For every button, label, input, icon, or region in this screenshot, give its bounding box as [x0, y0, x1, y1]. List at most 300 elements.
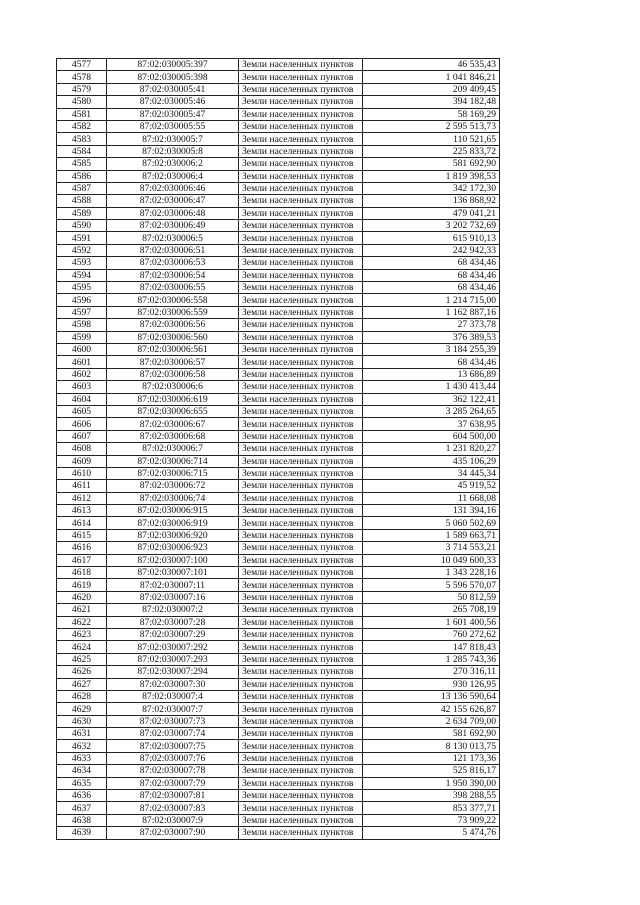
- row-number-cell: 4599: [57, 331, 107, 343]
- cadastral-value-cell: 270 316,11: [363, 666, 500, 678]
- land-category-cell: Земли населенных пунктов: [239, 319, 363, 331]
- cadastral-number-cell: 87:02:030006:47: [107, 195, 239, 207]
- cadastral-value-cell: 3 184 255,39: [363, 343, 500, 355]
- table-row: [57, 331, 500, 343]
- cadastral-value-cell: 1 231 820,27: [363, 443, 500, 455]
- land-category-cell: Земли населенных пунктов: [239, 430, 363, 442]
- row-number-cell: 4603: [57, 381, 107, 393]
- cadastral-number-cell: 87:02:030006:51: [107, 244, 239, 256]
- cadastral-value-cell: 1 430 413,44: [363, 381, 500, 393]
- cadastral-number-cell: 87:02:030006:558: [107, 294, 239, 306]
- cadastral-number-cell: 87:02:030007:30: [107, 678, 239, 690]
- row-number-cell: 4595: [57, 282, 107, 294]
- land-category-cell: Земли населенных пунктов: [239, 331, 363, 343]
- cadastral-number-cell: 87:02:030006:915: [107, 505, 239, 517]
- cadastral-value-cell: 11 668,08: [363, 492, 500, 504]
- row-number-cell: 4620: [57, 591, 107, 603]
- cadastral-value-cell: 37 638,95: [363, 418, 500, 430]
- land-category-cell: Земли населенных пунктов: [239, 591, 363, 603]
- cadastral-value-cell: 342 172,30: [363, 182, 500, 194]
- cadastral-value-cell: 10 049 600,33: [363, 554, 500, 566]
- row-number-cell: 4588: [57, 195, 107, 207]
- table-row: [57, 505, 500, 517]
- table-row: [57, 343, 500, 355]
- table-row: [57, 455, 500, 467]
- row-number-cell: 4618: [57, 567, 107, 579]
- cadastral-number-cell: 87:02:030007:11: [107, 579, 239, 591]
- land-category-cell: Земли населенных пунктов: [239, 480, 363, 492]
- row-number-cell: 4624: [57, 641, 107, 653]
- cadastral-number-cell: 87:02:030006:6: [107, 381, 239, 393]
- table-row: [57, 517, 500, 529]
- land-category-cell: Земли населенных пунктов: [239, 59, 363, 71]
- cadastral-value-cell: 2 595 513,73: [363, 120, 500, 132]
- table-row: [57, 529, 500, 541]
- table-row: [57, 269, 500, 281]
- table-row: [57, 728, 500, 740]
- table-row: [57, 319, 500, 331]
- land-category-cell: Земли населенных пунктов: [239, 567, 363, 579]
- table-row: [57, 207, 500, 219]
- cadastral-value-cell: 525 816,17: [363, 765, 500, 777]
- row-number-cell: 4580: [57, 96, 107, 108]
- cadastral-value-cell: 1 041 846,21: [363, 71, 500, 83]
- cadastral-number-cell: 87:02:030006:49: [107, 220, 239, 232]
- land-category-cell: Земли населенных пунктов: [239, 96, 363, 108]
- land-category-cell: Земли населенных пунктов: [239, 802, 363, 814]
- land-category-cell: Земли населенных пунктов: [239, 628, 363, 640]
- row-number-cell: 4587: [57, 182, 107, 194]
- row-number-cell: 4593: [57, 257, 107, 269]
- cadastral-value-cell: 398 288,55: [363, 790, 500, 802]
- row-number-cell: 4612: [57, 492, 107, 504]
- table-row: [57, 443, 500, 455]
- row-number-cell: 4628: [57, 690, 107, 702]
- table-row: [57, 232, 500, 244]
- land-category-cell: Земли населенных пунктов: [239, 232, 363, 244]
- land-category-cell: Земли населенных пунктов: [239, 182, 363, 194]
- cadastral-number-cell: 87:02:030006:54: [107, 269, 239, 281]
- cadastral-value-cell: 68 434,46: [363, 356, 500, 368]
- cadastral-number-cell: 87:02:030006:67: [107, 418, 239, 430]
- row-number-cell: 4609: [57, 455, 107, 467]
- row-number-cell: 4608: [57, 443, 107, 455]
- cadastral-number-cell: 87:02:030006:56: [107, 319, 239, 331]
- cadastral-number-cell: 87:02:030006:74: [107, 492, 239, 504]
- table-row: [57, 616, 500, 628]
- row-number-cell: 4613: [57, 505, 107, 517]
- row-number-cell: 4632: [57, 740, 107, 752]
- table-row: [57, 765, 500, 777]
- land-category-cell: Земли населенных пунктов: [239, 133, 363, 145]
- cadastral-number-cell: 87:02:030006:5: [107, 232, 239, 244]
- table-row: [57, 381, 500, 393]
- land-category-cell: Земли населенных пунктов: [239, 356, 363, 368]
- land-category-cell: Земли населенных пунктов: [239, 616, 363, 628]
- cadastral-value-cell: 50 812,59: [363, 591, 500, 603]
- land-category-cell: Земли населенных пунктов: [239, 790, 363, 802]
- row-number-cell: 4631: [57, 728, 107, 740]
- land-category-cell: Земли населенных пунктов: [239, 542, 363, 554]
- table-row: [57, 628, 500, 640]
- cadastral-number-cell: 87:02:030006:919: [107, 517, 239, 529]
- cadastral-value-cell: 5 060 502,69: [363, 517, 500, 529]
- land-category-cell: Земли населенных пунктов: [239, 715, 363, 727]
- table-row: [57, 356, 500, 368]
- cadastral-value-cell: 3 714 553,21: [363, 542, 500, 554]
- cadastral-number-cell: 87:02:030007:16: [107, 591, 239, 603]
- land-category-cell: Земли населенных пунктов: [239, 467, 363, 479]
- cadastral-value-cell: 147 818,43: [363, 641, 500, 653]
- cadastral-value-cell: 394 182,48: [363, 96, 500, 108]
- table-row: [57, 59, 500, 71]
- row-number-cell: 4623: [57, 628, 107, 640]
- cadastral-value-cell: 58 169,29: [363, 108, 500, 120]
- cadastral-value-table: [56, 58, 500, 840]
- land-category-cell: Земли населенных пунктов: [239, 269, 363, 281]
- land-category-cell: Земли населенных пунктов: [239, 604, 363, 616]
- cadastral-number-cell: 87:02:030005:46: [107, 96, 239, 108]
- table-row: [57, 740, 500, 752]
- cadastral-value-cell: 1 601 400,56: [363, 616, 500, 628]
- land-category-cell: Земли населенных пунктов: [239, 752, 363, 764]
- table-row: [57, 195, 500, 207]
- table-row: [57, 294, 500, 306]
- table-row: [57, 715, 500, 727]
- cadastral-value-cell: 110 521,65: [363, 133, 500, 145]
- cadastral-value-cell: 3 202 732,69: [363, 220, 500, 232]
- cadastral-value-cell: 435 106,29: [363, 455, 500, 467]
- row-number-cell: 4614: [57, 517, 107, 529]
- land-category-cell: Земли населенных пунктов: [239, 83, 363, 95]
- land-category-cell: Земли населенных пунктов: [239, 170, 363, 182]
- row-number-cell: 4602: [57, 368, 107, 380]
- cadastral-number-cell: 87:02:030006:619: [107, 393, 239, 405]
- table-row: [57, 567, 500, 579]
- table-row: [57, 827, 500, 839]
- table-row: [57, 71, 500, 83]
- cadastral-number-cell: 87:02:030007:4: [107, 690, 239, 702]
- table-row: [57, 790, 500, 802]
- land-category-cell: Земли населенных пунктов: [239, 517, 363, 529]
- cadastral-value-cell: 1 343 228,16: [363, 567, 500, 579]
- table-row: [57, 542, 500, 554]
- row-number-cell: 4596: [57, 294, 107, 306]
- cadastral-value-cell: 1 214 715,00: [363, 294, 500, 306]
- row-number-cell: 4616: [57, 542, 107, 554]
- land-category-cell: Земли населенных пунктов: [239, 294, 363, 306]
- land-category-cell: Земли населенных пунктов: [239, 207, 363, 219]
- row-number-cell: 4583: [57, 133, 107, 145]
- cadastral-value-cell: 68 434,46: [363, 282, 500, 294]
- row-number-cell: 4594: [57, 269, 107, 281]
- row-number-cell: 4636: [57, 790, 107, 802]
- table-body: [57, 59, 500, 840]
- row-number-cell: 4606: [57, 418, 107, 430]
- cadastral-value-cell: 581 692,90: [363, 728, 500, 740]
- land-category-cell: Земли населенных пунктов: [239, 653, 363, 665]
- table-row: [57, 653, 500, 665]
- cadastral-value-cell: 68 434,46: [363, 269, 500, 281]
- cadastral-value-cell: 930 126,95: [363, 678, 500, 690]
- land-category-cell: Земли населенных пунктов: [239, 443, 363, 455]
- cadastral-value-cell: 1 819 398,53: [363, 170, 500, 182]
- cadastral-value-cell: 362 122,41: [363, 393, 500, 405]
- land-category-cell: Земли населенных пунктов: [239, 282, 363, 294]
- cadastral-number-cell: 87:02:030007:79: [107, 777, 239, 789]
- row-number-cell: 4622: [57, 616, 107, 628]
- table-row: [57, 678, 500, 690]
- land-category-cell: Земли населенных пунктов: [239, 368, 363, 380]
- cadastral-number-cell: 87:02:030005:47: [107, 108, 239, 120]
- row-number-cell: 4577: [57, 59, 107, 71]
- table-row: [57, 418, 500, 430]
- table-row: [57, 108, 500, 120]
- land-category-cell: Земли населенных пунктов: [239, 405, 363, 417]
- cadastral-value-cell: 121 173,36: [363, 752, 500, 764]
- cadastral-number-cell: 87:02:030006:655: [107, 405, 239, 417]
- table-row: [57, 257, 500, 269]
- cadastral-number-cell: 87:02:030006:561: [107, 343, 239, 355]
- cadastral-number-cell: 87:02:030007:74: [107, 728, 239, 740]
- cadastral-number-cell: 87:02:030007:292: [107, 641, 239, 653]
- cadastral-value-cell: 13 136 590,64: [363, 690, 500, 702]
- table-row: [57, 480, 500, 492]
- row-number-cell: 4591: [57, 232, 107, 244]
- cadastral-number-cell: 87:02:030005:397: [107, 59, 239, 71]
- row-number-cell: 4639: [57, 827, 107, 839]
- cadastral-value-cell: 13 686,89: [363, 368, 500, 380]
- table-row: [57, 220, 500, 232]
- table-row: [57, 703, 500, 715]
- cadastral-number-cell: 87:02:030006:72: [107, 480, 239, 492]
- cadastral-number-cell: 87:02:030005:7: [107, 133, 239, 145]
- cadastral-number-cell: 87:02:030007:81: [107, 790, 239, 802]
- row-number-cell: 4626: [57, 666, 107, 678]
- cadastral-value-cell: 760 272,62: [363, 628, 500, 640]
- row-number-cell: 4634: [57, 765, 107, 777]
- land-category-cell: Земли населенных пунктов: [239, 418, 363, 430]
- cadastral-number-cell: 87:02:030006:923: [107, 542, 239, 554]
- cadastral-value-cell: 1 950 390,00: [363, 777, 500, 789]
- cadastral-number-cell: 87:02:030007:28: [107, 616, 239, 628]
- cadastral-number-cell: 87:02:030005:398: [107, 71, 239, 83]
- cadastral-value-cell: 34 445,34: [363, 467, 500, 479]
- land-category-cell: Земли населенных пунктов: [239, 381, 363, 393]
- cadastral-number-cell: 87:02:030007:100: [107, 554, 239, 566]
- table-row: [57, 492, 500, 504]
- land-category-cell: Земли населенных пунктов: [239, 393, 363, 405]
- cadastral-value-cell: 615 910,13: [363, 232, 500, 244]
- cadastral-number-cell: 87:02:030007:73: [107, 715, 239, 727]
- table-row: [57, 814, 500, 826]
- row-number-cell: 4601: [57, 356, 107, 368]
- land-category-cell: Земли населенных пунктов: [239, 814, 363, 826]
- cadastral-number-cell: 87:02:030005:55: [107, 120, 239, 132]
- land-category-cell: Земли населенных пунктов: [239, 120, 363, 132]
- cadastral-value-cell: 376 389,53: [363, 331, 500, 343]
- row-number-cell: 4597: [57, 306, 107, 318]
- row-number-cell: 4586: [57, 170, 107, 182]
- cadastral-number-cell: 87:02:030007:90: [107, 827, 239, 839]
- land-category-cell: Земли населенных пунктов: [239, 244, 363, 256]
- land-category-cell: Земли населенных пунктов: [239, 257, 363, 269]
- cadastral-number-cell: 87:02:030007:294: [107, 666, 239, 678]
- cadastral-value-cell: 853 377,71: [363, 802, 500, 814]
- table-row: [57, 133, 500, 145]
- row-number-cell: 4589: [57, 207, 107, 219]
- land-category-cell: Земли населенных пунктов: [239, 529, 363, 541]
- row-number-cell: 4629: [57, 703, 107, 715]
- table-row: [57, 244, 500, 256]
- table-row: [57, 802, 500, 814]
- table-row: [57, 604, 500, 616]
- cadastral-value-cell: 27 373,78: [363, 319, 500, 331]
- land-category-cell: Земли населенных пунктов: [239, 455, 363, 467]
- cadastral-number-cell: 87:02:030006:46: [107, 182, 239, 194]
- table-row: [57, 405, 500, 417]
- cadastral-number-cell: 87:02:030007:76: [107, 752, 239, 764]
- cadastral-value-cell: 242 942,33: [363, 244, 500, 256]
- land-category-cell: Земли населенных пунктов: [239, 765, 363, 777]
- land-category-cell: Земли населенных пунктов: [239, 108, 363, 120]
- cadastral-value-cell: 45 919,52: [363, 480, 500, 492]
- cadastral-number-cell: 87:02:030006:920: [107, 529, 239, 541]
- cadastral-number-cell: 87:02:030006:68: [107, 430, 239, 442]
- row-number-cell: 4627: [57, 678, 107, 690]
- cadastral-value-cell: 581 692,90: [363, 158, 500, 170]
- row-number-cell: 4598: [57, 319, 107, 331]
- cadastral-number-cell: 87:02:030007:2: [107, 604, 239, 616]
- table-row: [57, 182, 500, 194]
- cadastral-value-cell: 1 162 887,16: [363, 306, 500, 318]
- table-row: [57, 120, 500, 132]
- cadastral-number-cell: 87:02:030007:293: [107, 653, 239, 665]
- land-category-cell: Земли населенных пунктов: [239, 220, 363, 232]
- table-row: [57, 690, 500, 702]
- row-number-cell: 4617: [57, 554, 107, 566]
- cadastral-number-cell: 87:02:030007:7: [107, 703, 239, 715]
- cadastral-number-cell: 87:02:030006:53: [107, 257, 239, 269]
- land-category-cell: Земли населенных пунктов: [239, 579, 363, 591]
- cadastral-value-cell: 5 474,76: [363, 827, 500, 839]
- table-row: [57, 666, 500, 678]
- cadastral-value-cell: 42 155 626,87: [363, 703, 500, 715]
- cadastral-value-cell: 209 409,45: [363, 83, 500, 95]
- cadastral-number-cell: 87:02:030006:55: [107, 282, 239, 294]
- row-number-cell: 4625: [57, 653, 107, 665]
- cadastral-number-cell: 87:02:030007:78: [107, 765, 239, 777]
- table-row: [57, 83, 500, 95]
- land-category-cell: Земли населенных пунктов: [239, 777, 363, 789]
- row-number-cell: 4581: [57, 108, 107, 120]
- cadastral-number-cell: 87:02:030007:29: [107, 628, 239, 640]
- land-category-cell: Земли населенных пунктов: [239, 827, 363, 839]
- land-category-cell: Земли населенных пунктов: [239, 195, 363, 207]
- cadastral-value-cell: 479 041,21: [363, 207, 500, 219]
- row-number-cell: 4600: [57, 343, 107, 355]
- cadastral-number-cell: 87:02:030007:101: [107, 567, 239, 579]
- row-number-cell: 4592: [57, 244, 107, 256]
- cadastral-value-cell: 1 285 743,36: [363, 653, 500, 665]
- table-row: [57, 158, 500, 170]
- land-category-cell: Земли населенных пунктов: [239, 690, 363, 702]
- table-row: [57, 752, 500, 764]
- land-category-cell: Земли населенных пунктов: [239, 492, 363, 504]
- cadastral-value-cell: 131 394,16: [363, 505, 500, 517]
- table-row: [57, 393, 500, 405]
- land-category-cell: Земли населенных пунктов: [239, 554, 363, 566]
- row-number-cell: 4619: [57, 579, 107, 591]
- cadastral-number-cell: 87:02:030006:48: [107, 207, 239, 219]
- cadastral-number-cell: 87:02:030005:8: [107, 145, 239, 157]
- row-number-cell: 4578: [57, 71, 107, 83]
- table-row: [57, 777, 500, 789]
- land-category-cell: Земли населенных пунктов: [239, 145, 363, 157]
- row-number-cell: 4630: [57, 715, 107, 727]
- land-category-cell: Земли населенных пунктов: [239, 666, 363, 678]
- table-row: [57, 430, 500, 442]
- cadastral-value-cell: 8 130 013,75: [363, 740, 500, 752]
- row-number-cell: 4635: [57, 777, 107, 789]
- cadastral-value-cell: 1 589 663,71: [363, 529, 500, 541]
- cadastral-value-cell: 5 596 570,07: [363, 579, 500, 591]
- land-category-cell: Земли населенных пунктов: [239, 306, 363, 318]
- cadastral-number-cell: 87:02:030006:2: [107, 158, 239, 170]
- cadastral-value-cell: 68 434,46: [363, 257, 500, 269]
- row-number-cell: 4584: [57, 145, 107, 157]
- land-category-cell: Земли населенных пунктов: [239, 728, 363, 740]
- cadastral-value-cell: 265 708,19: [363, 604, 500, 616]
- row-number-cell: 4610: [57, 467, 107, 479]
- cadastral-value-cell: 225 833,72: [363, 145, 500, 157]
- row-number-cell: 4605: [57, 405, 107, 417]
- table-row: [57, 368, 500, 380]
- row-number-cell: 4621: [57, 604, 107, 616]
- cadastral-value-cell: 46 535,43: [363, 59, 500, 71]
- row-number-cell: 4582: [57, 120, 107, 132]
- table-row: [57, 554, 500, 566]
- land-category-cell: Земли населенных пунктов: [239, 678, 363, 690]
- cadastral-number-cell: 87:02:030006:58: [107, 368, 239, 380]
- land-category-cell: Земли населенных пунктов: [239, 703, 363, 715]
- table-row: [57, 641, 500, 653]
- land-category-cell: Земли населенных пунктов: [239, 641, 363, 653]
- table-row: [57, 282, 500, 294]
- land-category-cell: Земли населенных пунктов: [239, 343, 363, 355]
- row-number-cell: 4637: [57, 802, 107, 814]
- row-number-cell: 4611: [57, 480, 107, 492]
- row-number-cell: 4604: [57, 393, 107, 405]
- cadastral-value-cell: 136 868,92: [363, 195, 500, 207]
- table-row: [57, 145, 500, 157]
- table-row: [57, 306, 500, 318]
- land-category-cell: Земли населенных пунктов: [239, 505, 363, 517]
- row-number-cell: 4579: [57, 83, 107, 95]
- cadastral-number-cell: 87:02:030007:9: [107, 814, 239, 826]
- cadastral-number-cell: 87:02:030006:560: [107, 331, 239, 343]
- land-category-cell: Земли населенных пунктов: [239, 158, 363, 170]
- land-category-cell: Земли населенных пунктов: [239, 71, 363, 83]
- table-row: [57, 96, 500, 108]
- cadastral-number-cell: 87:02:030007:83: [107, 802, 239, 814]
- cadastral-value-cell: 604 500,00: [363, 430, 500, 442]
- table-row: [57, 579, 500, 591]
- cadastral-number-cell: 87:02:030007:75: [107, 740, 239, 752]
- row-number-cell: 4633: [57, 752, 107, 764]
- table-row: [57, 591, 500, 603]
- cadastral-value-cell: 3 285 264,65: [363, 405, 500, 417]
